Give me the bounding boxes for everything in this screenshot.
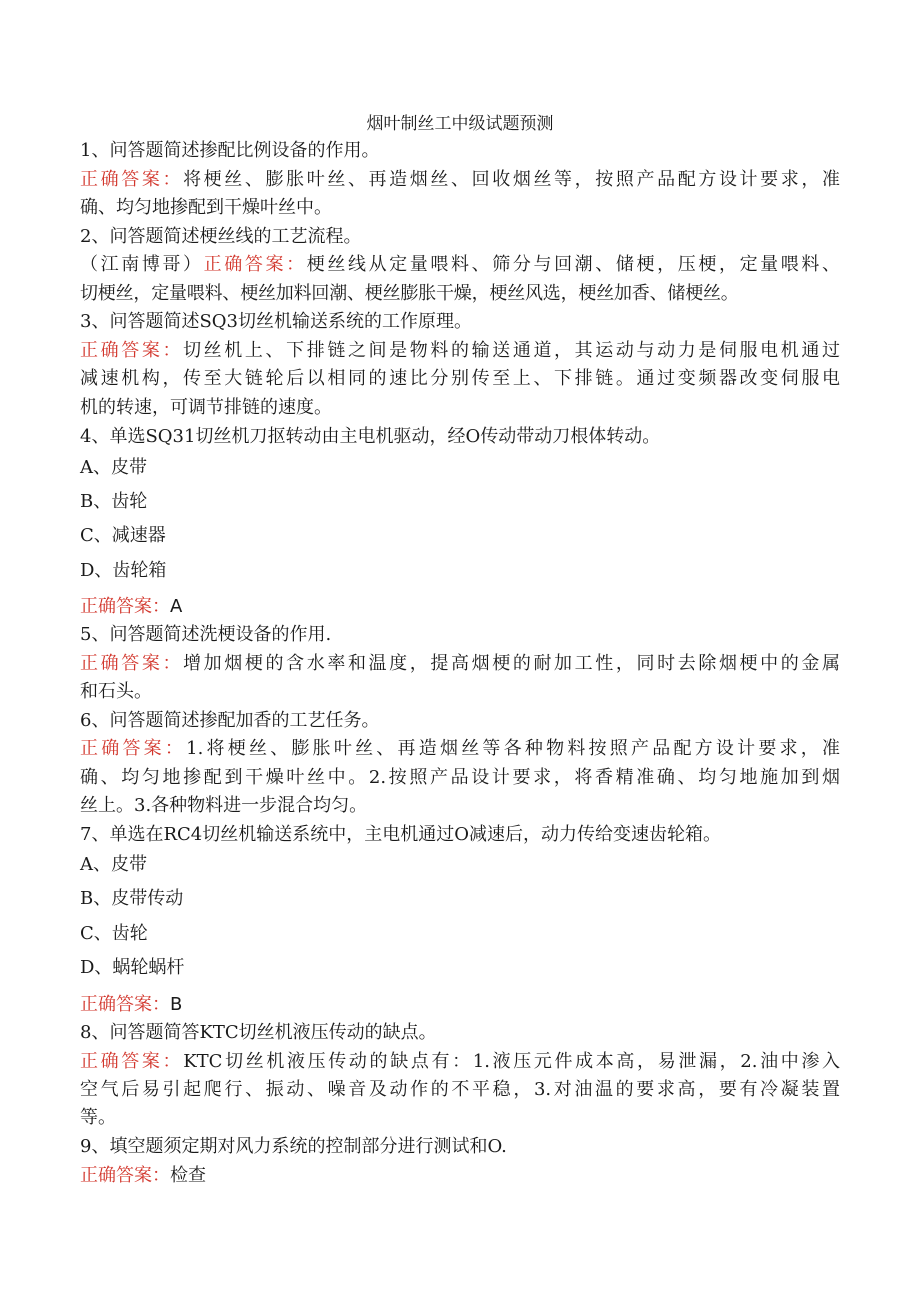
answer-label: 正确答案： (80, 1165, 170, 1186)
question-2-answer-line-1 (80, 253, 840, 277)
answer-value: A (170, 596, 183, 617)
answer-text: 梗丝线从定量喂料、筛分与回潮、储梗，压梗，定量喂料、 (306, 254, 841, 275)
question-3-answer-line-2: 减速机构，传至大链轮后以相同的速比分别传至上、下排链。通过变频器改变伺服电 (80, 368, 840, 389)
question-4-answer (80, 595, 840, 619)
question-9-answer (80, 1164, 840, 1188)
question-4-stem: 4、单选SQ31切丝机刀抠转动由主电机驱动，经O传动带动刀根体转动。 (80, 426, 661, 447)
answer-text: 增加烟梗的含水率和温度，提高烟梗的耐加工性，同时去除烟梗中的金属 (183, 653, 841, 674)
question-4-option-a: A、皮带 (80, 457, 147, 478)
answer-value: 检查 (170, 1165, 206, 1186)
answer-label: 正确答案： (80, 1051, 184, 1072)
answer-label: 正确答案： (80, 596, 170, 617)
answer-label: 正确答案： (80, 994, 170, 1015)
question-3-stem: 3、问答题简述SQ3切丝机输送系统的工作原理。 (80, 311, 472, 332)
question-4-option-d: D、齿轮箱 (80, 560, 167, 581)
answer-label: 正确答案： (203, 254, 307, 275)
question-6-answer-line-3: 丝上。3.各种物料进一步混合均匀。 (80, 795, 368, 816)
question-7-stem: 7、单选在RC4切丝机输送系统中，主电机通过O减速后，动力传给变速齿轮箱。 (80, 824, 721, 845)
question-8-answer-line-1 (80, 1050, 840, 1074)
answer-label: 正确答案： (80, 340, 184, 361)
question-4-option-c: C、减速器 (80, 525, 166, 546)
question-2-answer-line-2: 切梗丝，定量喂料、梗丝加料回潮、梗丝膨胀干燥，梗丝风选，梗丝加香、储梗丝。 (80, 283, 739, 304)
question-7-answer (80, 993, 840, 1017)
answer-value: B (170, 994, 183, 1015)
answer-text: 将梗丝、膨胀叶丝、再造烟丝、回收烟丝等，按照产品配方设计要求，准 (183, 169, 841, 190)
answer-text: KTC切丝机液压传动的缺点有：1.液压元件成本高，易泄漏，2.油中渗入 (183, 1051, 840, 1072)
question-1-stem: 1、问答题简述掺配比例设备的作用。 (80, 140, 380, 161)
document-title: 烟叶制丝工中级试题预测 (366, 114, 554, 134)
question-8-answer-line-3: 等。 (80, 1107, 116, 1128)
source-prefix: （江南博哥） (80, 254, 204, 275)
question-5-answer-line-1 (80, 652, 840, 676)
question-3-answer-line-1 (80, 339, 840, 363)
question-7-option-b: B、皮带传动 (80, 888, 184, 909)
question-5-answer-line-2: 和石头。 (80, 681, 152, 702)
question-3-answer-line-3: 机的转速，可调节排链的速度。 (80, 397, 332, 418)
answer-label: 正确答案： (80, 738, 187, 759)
answer-label: 正确答案： (80, 169, 184, 190)
question-1-answer-line-2: 确、均匀地掺配到干燥叶丝中。 (80, 197, 332, 218)
answer-label: 正确答案： (80, 653, 184, 674)
question-1-answer-line-1 (80, 168, 840, 192)
question-6-stem: 6、问答题简述掺配加香的工艺任务。 (80, 710, 380, 731)
question-4-option-b: B、齿轮 (80, 491, 148, 512)
answer-text: 切丝机上、下排链之间是物料的输送通道，其运动与动力是伺服电机通过 (183, 340, 841, 361)
question-9-stem: 9、填空题须定期对风力系统的控制部分进行测试和O. (80, 1136, 507, 1157)
question-6-answer-line-2: 确、均匀地掺配到干燥叶丝中。2.按照产品设计要求，将香精准确、均匀地施加到烟 (80, 767, 840, 788)
question-7-option-a: A、皮带 (80, 854, 147, 875)
question-7-option-c: C、齿轮 (80, 923, 148, 944)
question-7-option-d: D、蜗轮蜗杆 (80, 957, 185, 978)
question-8-answer-line-2: 空气后易引起爬行、振动、噪音及动作的不平稳，3.对油温的要求高，要有冷凝装置 (80, 1079, 840, 1100)
question-8-stem: 8、问答题简答KTC切丝机液压传动的缺点。 (80, 1022, 437, 1043)
question-2-stem: 2、问答题简述梗丝线的工艺流程。 (80, 226, 362, 247)
answer-text: 1.将梗丝、膨胀叶丝、再造烟丝等各种物料按照产品配方设计要求，准 (186, 738, 841, 759)
question-5-stem: 5、问答题简述洗梗设备的作用. (80, 624, 332, 645)
question-6-answer-line-1 (80, 737, 840, 761)
